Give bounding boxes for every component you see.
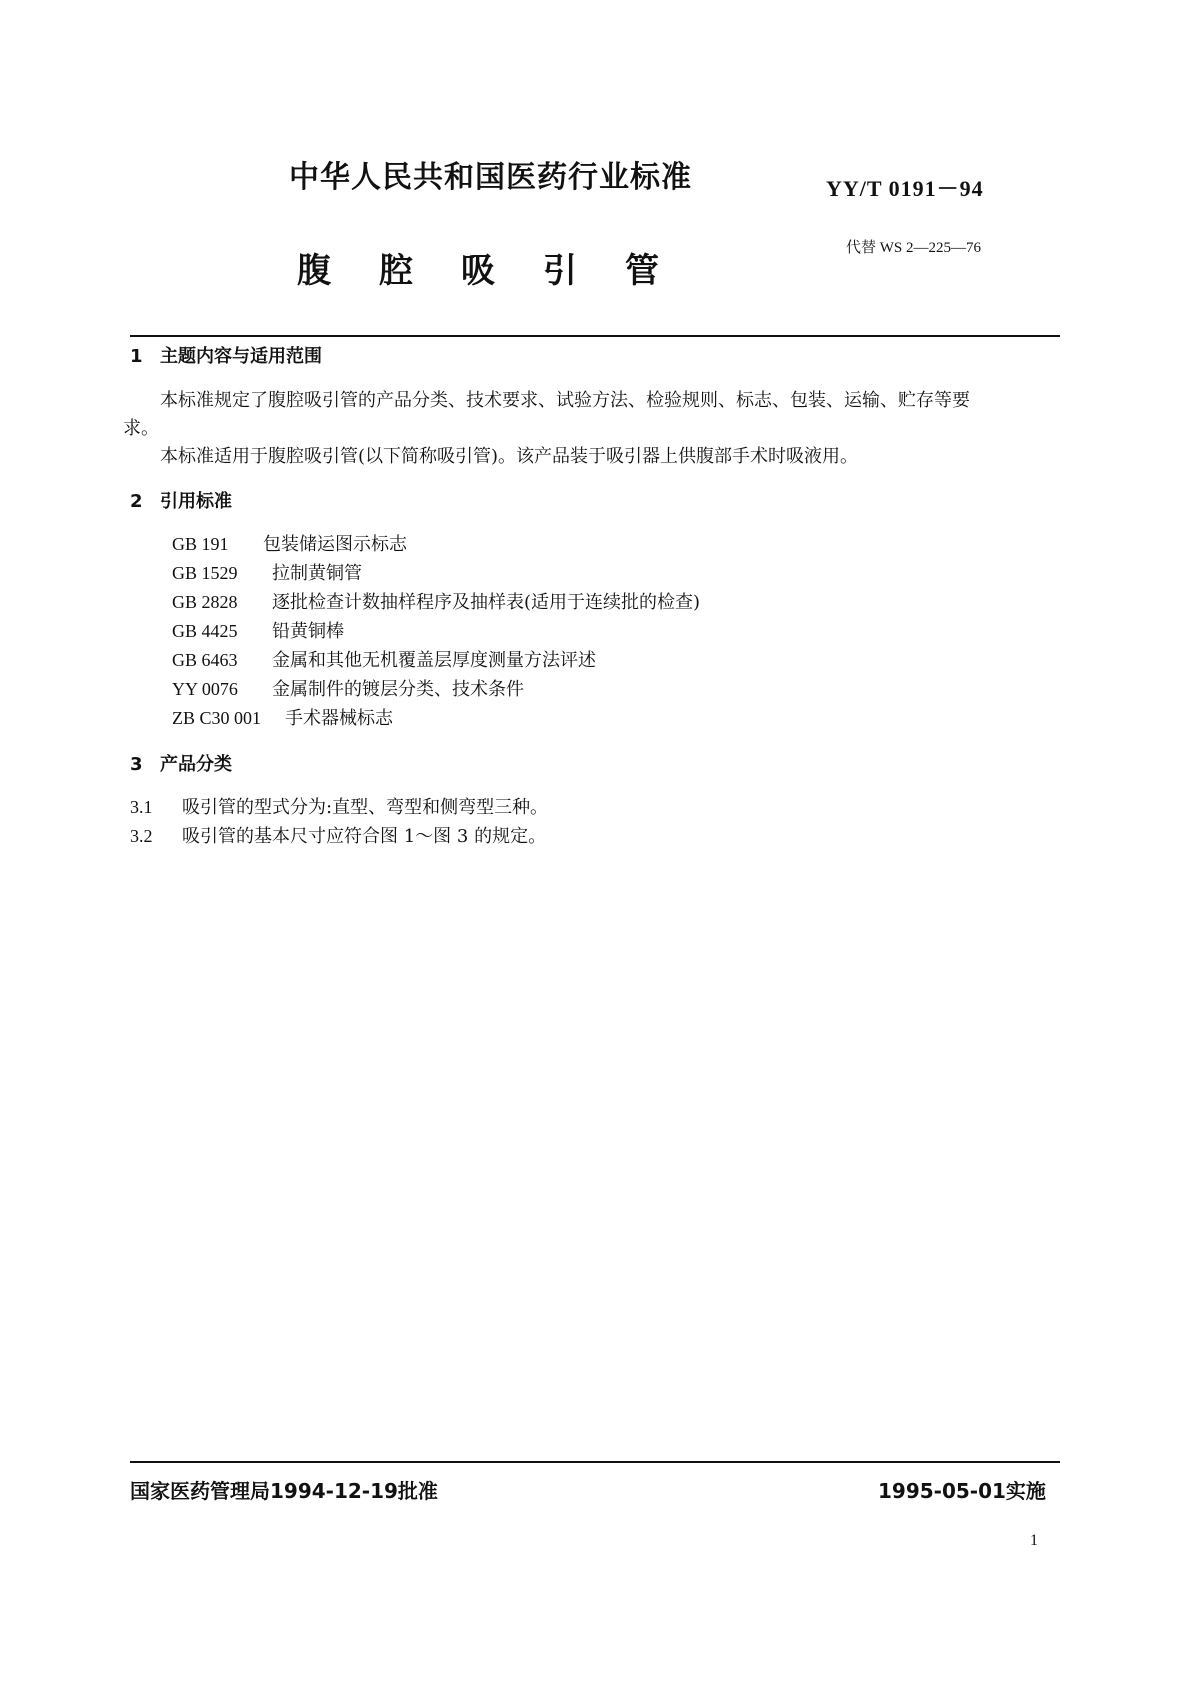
section-title: 引用标准 [160,491,232,512]
reference-title: 金属和其他无机覆盖层厚度测量方法评述 [272,650,596,671]
reference-item [172,704,393,730]
effective-date: 1995-05-01实施 [878,1479,1046,1503]
approval-date: 国家医药管理局1994-12-19批准 [130,1479,438,1503]
reference-code: GB 2828 [172,592,238,612]
section-title: 产品分类 [160,754,232,775]
reference-title: 手术器械标志 [285,708,393,729]
reference-code: YY 0076 [172,679,238,699]
reference-code: GB 4425 [172,621,238,641]
reference-code: GB 1529 [172,563,238,583]
header-divider [130,335,1060,337]
paragraph: 本标准适用于腹腔吸引管(以下简称吸引管)。该产品装于吸引器上供腹部手术时吸液用。 [160,446,859,467]
reference-item [172,646,596,672]
standard-number: YY/T 0191－94 [826,176,984,201]
clause [130,793,548,819]
section-number: 3 [130,754,143,775]
title-char: 引 [543,251,577,291]
reference-item [172,588,700,614]
paragraph: 求。 [123,418,159,439]
section-heading [130,342,322,368]
clause [130,822,546,848]
title-char: 腔 [379,251,413,291]
clause-number: 3.2 [130,826,153,846]
reference-title: 金属制件的镀层分类、技术条件 [272,679,524,700]
section-heading [130,750,232,776]
reference-title: 铅黄铜棒 [272,621,344,642]
replaces-note: 代替 WS 2—225—76 [846,240,982,256]
document-title [297,243,659,292]
title-char: 腹 [297,251,331,291]
reference-code: ZB C30 001 [172,708,262,728]
clause-text: 吸引管的基本尺寸应符合图 1～图 3 的规定。 [182,826,547,847]
title-char: 吸 [461,251,495,291]
clause-text: 吸引管的型式分为:直型、弯型和侧弯型三种。 [182,797,549,818]
reference-code: GB 191 [172,534,229,554]
reference-title: 包装储运图示标志 [263,534,407,555]
title-char: 管 [625,251,659,291]
reference-code: GB 6463 [172,650,238,670]
reference-title: 拉制黄铜管 [272,563,362,584]
page-number: 1 [1030,1532,1038,1549]
section-heading [130,487,232,513]
standard-category-title: 中华人民共和国医药行业标准 [289,160,692,195]
footer-divider [130,1461,1060,1463]
paragraph: 本标准规定了腹腔吸引管的产品分类、技术要求、试验方法、检验规则、标志、包装、运输、贮存等要 [160,390,970,411]
section-number: 2 [130,491,143,512]
section-title: 主题内容与适用范围 [160,346,322,367]
reference-item [172,530,407,556]
reference-item [172,559,362,585]
clause-number: 3.1 [130,797,153,817]
reference-item [172,675,524,701]
reference-title: 逐批检查计数抽样程序及抽样表(适用于连续批的检查) [272,592,701,613]
reference-item [172,617,344,643]
section-number: 1 [130,346,143,367]
